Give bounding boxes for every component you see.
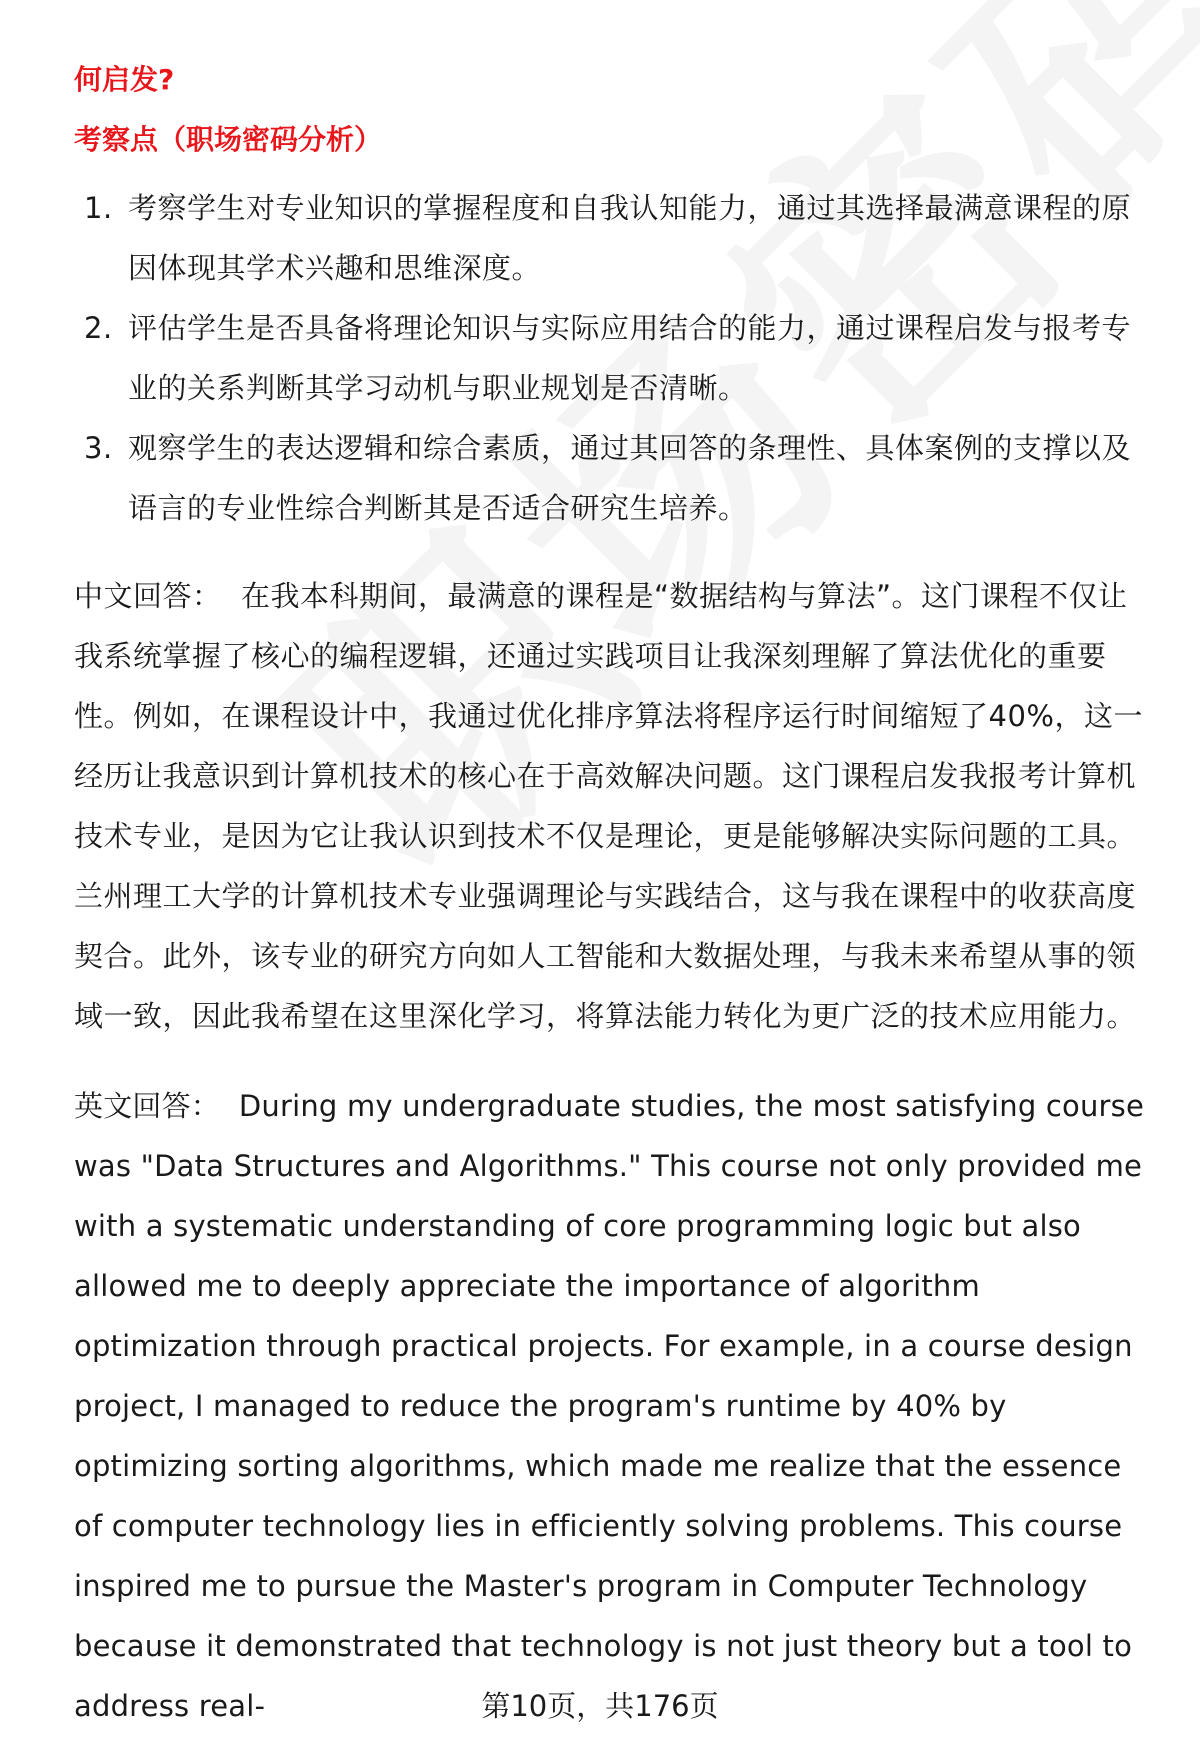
list-item-text: 评估学生是否具备将理论知识与实际应用结合的能力，通过课程启发与报考专业的关系判断其学习动机与职业规划是否清晰。 [128, 311, 1132, 405]
document-page [74, 56, 1154, 1736]
english-answer [74, 1076, 1154, 1736]
list-item-number: 1. [84, 191, 113, 225]
chinese-answer [74, 566, 1154, 1046]
english-answer-text: During my undergraduate studies, the most satisfying course was "Data Structures and Algorithms." This course not only provided me with a systematic understanding of core programming logic but also allowed me to deeply appreciate the importance of algorithm optimization through practical projects. For example, in a course design project, I managed to reduce the program's runtime by 40% by optimizing sorting algorithms, which made me realize that the essence of computer technology lies in efficiently solving problems. This course inspired me to pursue the Master's program in Computer Technology because it demonstrated that technology is not just theory but a tool to address real- [74, 1089, 1144, 1723]
list-item [74, 178, 1154, 298]
assessment-points-list [74, 178, 1154, 538]
question-tail-heading: 何启发? [74, 63, 175, 96]
list-item-number: 2. [84, 311, 113, 345]
list-item [74, 418, 1154, 538]
list-item [74, 298, 1154, 418]
chinese-answer-text: 在我本科期间，最满意的课程是“数据结构与算法”。这门课程不仅让我系统掌握了核心的编程逻辑，还通过实践项目让我深刻理解了算法优化的重要性。例如，在课程设计中，我通过优化排序算法将程序运行时间缩短了40%，这一经历让我意识到计算机技术的核心在于高效解决问题。这门课程启发我报考计算机技术专业，是因为它让我认识到技术不仅是理论，更是能够解决实际问题的工具。兰州理工大学的计算机技术专业强调理论与实践结合，这与我在课程中的收获高度契合。此外，该专业的研究方向如人工智能和大数据处理，与我未来希望从事的领域一致，因此我希望在这里深化学习，将算法能力转化为更广泛的技术应用能力。 [74, 579, 1143, 1033]
chinese-answer-label: 中文回答： [74, 579, 222, 613]
section-title: 考察点（职场密码分析） [74, 123, 383, 156]
list-item-text: 观察学生的表达逻辑和综合素质，通过其回答的条理性、具体案例的支撑以及语言的专业性综合判断其是否适合研究生培养。 [128, 431, 1132, 525]
english-answer-label: 英文回答： [74, 1089, 221, 1123]
page-number-footer: 第10页，共176页 [481, 1689, 719, 1723]
list-item-text: 考察学生对专业知识的掌握程度和自我认知能力，通过其选择最满意课程的原因体现其学术兴趣和思维深度。 [128, 191, 1132, 285]
list-item-number: 3. [84, 431, 113, 465]
